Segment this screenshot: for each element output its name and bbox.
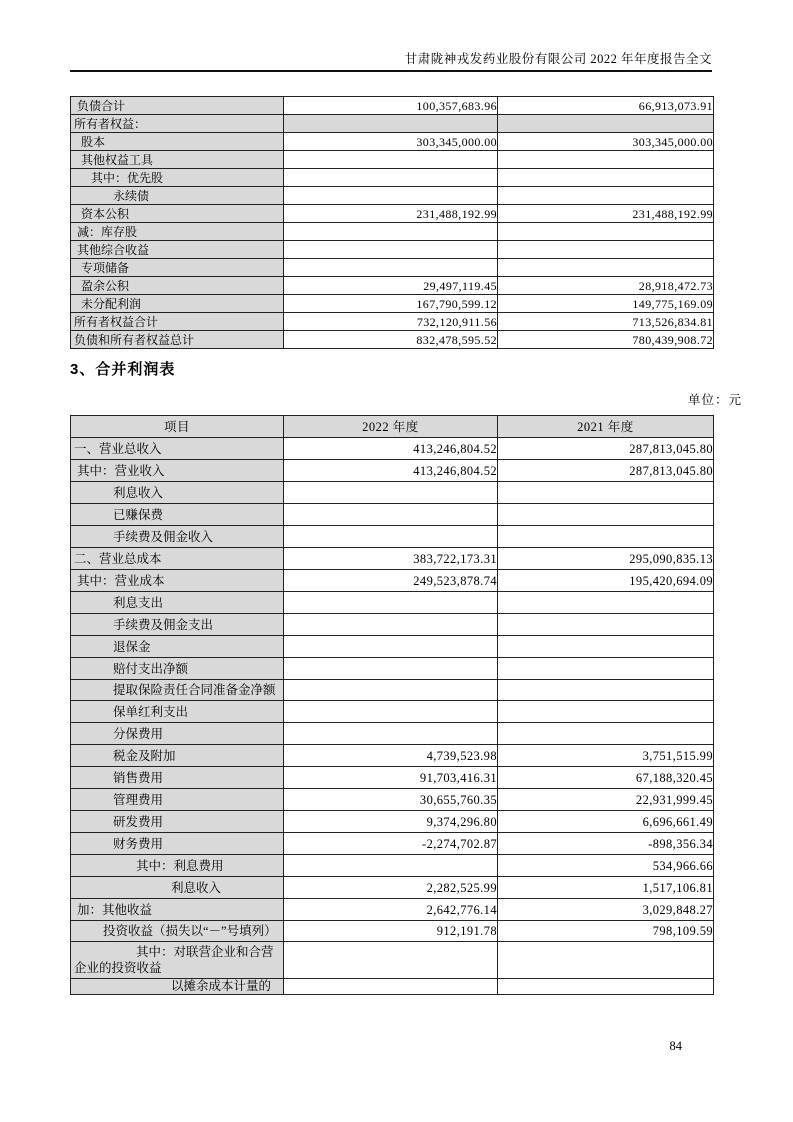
table-row — [71, 133, 714, 151]
row-label-cell: 负债和所有者权益总计 — [71, 331, 284, 349]
value-2022-cell — [284, 169, 498, 187]
row-label-cell: 所有者权益： — [71, 115, 284, 133]
value-2021-cell: 22,931,999.45 — [498, 789, 714, 811]
value-2022-cell — [284, 592, 498, 614]
value-2022-cell — [284, 979, 498, 995]
value-2022-cell: 413,246,804.52 — [284, 438, 498, 460]
value-2021-cell: -898,356.34 — [498, 833, 714, 855]
header-rule — [70, 70, 712, 72]
row-label-cell: 利息收入 — [71, 482, 284, 504]
row-label-cell: 退保金 — [71, 636, 284, 658]
section-heading: 3、合并利润表 — [70, 361, 176, 378]
value-2021-cell: 295,090,835.13 — [498, 548, 714, 570]
row-label-cell: 赔付支出净额 — [71, 658, 284, 680]
value-2021-cell — [498, 658, 714, 680]
table-row — [71, 811, 714, 833]
table-row — [71, 614, 714, 636]
value-2021-cell — [498, 526, 714, 548]
value-2022-cell — [284, 151, 498, 169]
value-2022-cell: 4,739,523.98 — [284, 745, 498, 767]
page-number: 84 — [669, 1039, 682, 1053]
balance-sheet-table — [70, 96, 714, 349]
value-2021-cell: 6,696,661.49 — [498, 811, 714, 833]
income-statement-table-body — [71, 416, 714, 995]
value-2021-cell: 798,109.59 — [498, 921, 714, 942]
row-label-cell: 税金及附加 — [71, 745, 284, 767]
value-2022-cell — [284, 504, 498, 526]
row-label-cell: 所有者权益合计 — [71, 313, 284, 331]
value-2022-cell — [284, 223, 498, 241]
table-row — [71, 636, 714, 658]
row-label-cell: 投资收益（损失以“－”号填列） — [71, 921, 284, 942]
table-row — [71, 187, 714, 205]
table-row — [71, 723, 714, 745]
row-label-cell: 财务费用 — [71, 833, 284, 855]
value-2022-cell — [284, 680, 498, 701]
table-row — [71, 259, 714, 277]
row-label-cell: 研发费用 — [71, 811, 284, 833]
value-2022-cell: 912,191.78 — [284, 921, 498, 942]
table-row — [71, 97, 714, 115]
row-label-cell: 管理费用 — [71, 789, 284, 811]
row-label-cell: 其中：利息费用 — [71, 855, 284, 877]
table-row — [71, 313, 714, 331]
row-label-cell: 盈余公积 — [71, 277, 284, 295]
value-2022-cell — [284, 701, 498, 723]
table-row — [71, 701, 714, 723]
row-label-cell: 利息收入 — [71, 877, 284, 899]
table-row — [71, 504, 714, 526]
value-2021-cell — [498, 241, 714, 259]
row-label-cell: 销售费用 — [71, 767, 284, 789]
row-label-cell: 加：其他收益 — [71, 899, 284, 921]
table-row — [71, 592, 714, 614]
value-2022-cell — [284, 115, 498, 133]
table-row — [71, 115, 714, 133]
value-2021-cell — [498, 504, 714, 526]
unit-label: 单位：元 — [687, 393, 742, 407]
row-label-cell: 股本 — [71, 133, 284, 151]
table-row — [71, 460, 714, 482]
table-row — [71, 979, 714, 995]
value-2022-cell: 249,523,878.74 — [284, 570, 498, 592]
table-row — [71, 331, 714, 349]
table-row — [71, 745, 714, 767]
table-row — [71, 151, 714, 169]
value-2021-cell — [498, 636, 714, 658]
value-2021-cell: 303,345,000.00 — [498, 133, 714, 151]
value-2021-cell — [498, 259, 714, 277]
value-2021-cell — [498, 701, 714, 723]
row-label-cell: 其他综合收益 — [71, 241, 284, 259]
value-2021-cell: 780,439,908.72 — [498, 331, 714, 349]
value-2022-cell — [284, 187, 498, 205]
value-2022-cell: 832,478,595.52 — [284, 331, 498, 349]
value-2021-cell: 28,918,472.73 — [498, 277, 714, 295]
row-label-cell: 手续费及佣金支出 — [71, 614, 284, 636]
row-label-cell: 负债合计 — [71, 97, 284, 115]
value-2021-cell: 66,913,073.91 — [498, 97, 714, 115]
income-statement-table — [70, 415, 714, 995]
income-table-header-row — [71, 416, 714, 438]
value-2022-cell — [284, 723, 498, 745]
value-2022-cell: 2,282,525.99 — [284, 877, 498, 899]
value-2021-cell — [498, 223, 714, 241]
value-2021-cell: 3,029,848.27 — [498, 899, 714, 921]
value-2022-cell — [284, 658, 498, 680]
table-row — [71, 277, 714, 295]
table-row — [71, 295, 714, 313]
value-2021-cell: 1,517,106.81 — [498, 877, 714, 899]
balance-sheet-table-body — [71, 97, 714, 349]
page-header-title: 甘肃陇神戎发药业股份有限公司 2022 年年度报告全文 — [404, 52, 712, 66]
value-2022-cell: 9,374,296.80 — [284, 811, 498, 833]
value-2021-cell — [498, 680, 714, 701]
row-label-cell: 其中：营业成本 — [71, 570, 284, 592]
value-2021-cell: 534,966.66 — [498, 855, 714, 877]
value-2022-cell: -2,274,702.87 — [284, 833, 498, 855]
value-2021-cell — [498, 169, 714, 187]
table-row — [71, 223, 714, 241]
value-2022-cell — [284, 855, 498, 877]
row-label-cell: 利息支出 — [71, 592, 284, 614]
value-2021-cell — [498, 187, 714, 205]
value-2021-cell: 231,488,192.99 — [498, 205, 714, 223]
value-2022-cell: 303,345,000.00 — [284, 133, 498, 151]
value-2022-cell — [284, 636, 498, 658]
table-row — [71, 548, 714, 570]
value-2022-cell — [284, 259, 498, 277]
row-label-cell: 其中：营业收入 — [71, 460, 284, 482]
table-row — [71, 942, 714, 979]
row-label-cell: 手续费及佣金收入 — [71, 526, 284, 548]
table-row — [71, 833, 714, 855]
table-row — [71, 899, 714, 921]
row-label-cell: 其他权益工具 — [71, 151, 284, 169]
column-header-item: 项目 — [71, 416, 284, 438]
value-2022-cell: 91,703,416.31 — [284, 767, 498, 789]
value-2022-cell — [284, 942, 498, 979]
value-2022-cell: 413,246,804.52 — [284, 460, 498, 482]
value-2022-cell — [284, 241, 498, 259]
value-2021-cell: 67,188,320.45 — [498, 767, 714, 789]
column-header-2022: 2022 年度 — [284, 416, 498, 438]
row-label-cell: 提取保险责任合同准备金净额 — [71, 680, 284, 701]
value-2021-cell — [498, 942, 714, 979]
value-2021-cell — [498, 482, 714, 504]
table-row — [71, 680, 714, 701]
value-2021-cell — [498, 592, 714, 614]
table-row — [71, 789, 714, 811]
table-row — [71, 205, 714, 223]
row-label-cell: 永续债 — [71, 187, 284, 205]
table-row — [71, 658, 714, 680]
table-row — [71, 241, 714, 259]
table-row — [71, 169, 714, 187]
table-row — [71, 482, 714, 504]
row-label-cell: 专项储备 — [71, 259, 284, 277]
column-header-2021: 2021 年度 — [498, 416, 714, 438]
value-2021-cell — [498, 115, 714, 133]
value-2021-cell: 287,813,045.80 — [498, 438, 714, 460]
value-2021-cell: 287,813,045.80 — [498, 460, 714, 482]
value-2021-cell — [498, 614, 714, 636]
value-2022-cell: 732,120,911.56 — [284, 313, 498, 331]
value-2021-cell: 3,751,515.99 — [498, 745, 714, 767]
value-2022-cell: 383,722,173.31 — [284, 548, 498, 570]
table-row — [71, 855, 714, 877]
value-2021-cell: 195,420,694.09 — [498, 570, 714, 592]
row-label-cell: 保单红利支出 — [71, 701, 284, 723]
table-row — [71, 877, 714, 899]
value-2021-cell: 149,775,169.09 — [498, 295, 714, 313]
value-2022-cell — [284, 526, 498, 548]
value-2021-cell — [498, 979, 714, 995]
value-2021-cell — [498, 151, 714, 169]
value-2022-cell: 100,357,683.96 — [284, 97, 498, 115]
table-row — [71, 438, 714, 460]
value-2021-cell — [498, 723, 714, 745]
row-label-cell: 其中：对联营企业和合营企业的投资收益 — [71, 942, 284, 979]
table-row — [71, 570, 714, 592]
row-label-cell: 以摊余成本计量的 — [71, 979, 284, 995]
value-2022-cell: 2,642,776.14 — [284, 899, 498, 921]
value-2022-cell — [284, 614, 498, 636]
table-row — [71, 921, 714, 942]
value-2022-cell: 29,497,119.45 — [284, 277, 498, 295]
table-row — [71, 767, 714, 789]
row-label-cell: 未分配利润 — [71, 295, 284, 313]
row-label-cell: 分保费用 — [71, 723, 284, 745]
row-label-cell: 已赚保费 — [71, 504, 284, 526]
value-2021-cell: 713,526,834.81 — [498, 313, 714, 331]
row-label-cell: 其中：优先股 — [71, 169, 284, 187]
row-label-cell: 资本公积 — [71, 205, 284, 223]
value-2022-cell — [284, 482, 498, 504]
value-2022-cell: 30,655,760.35 — [284, 789, 498, 811]
value-2022-cell: 167,790,599.12 — [284, 295, 498, 313]
row-label-cell: 二、营业总成本 — [71, 548, 284, 570]
value-2022-cell: 231,488,192.99 — [284, 205, 498, 223]
row-label-cell: 一、营业总收入 — [71, 438, 284, 460]
table-row — [71, 526, 714, 548]
row-label-cell: 减：库存股 — [71, 223, 284, 241]
